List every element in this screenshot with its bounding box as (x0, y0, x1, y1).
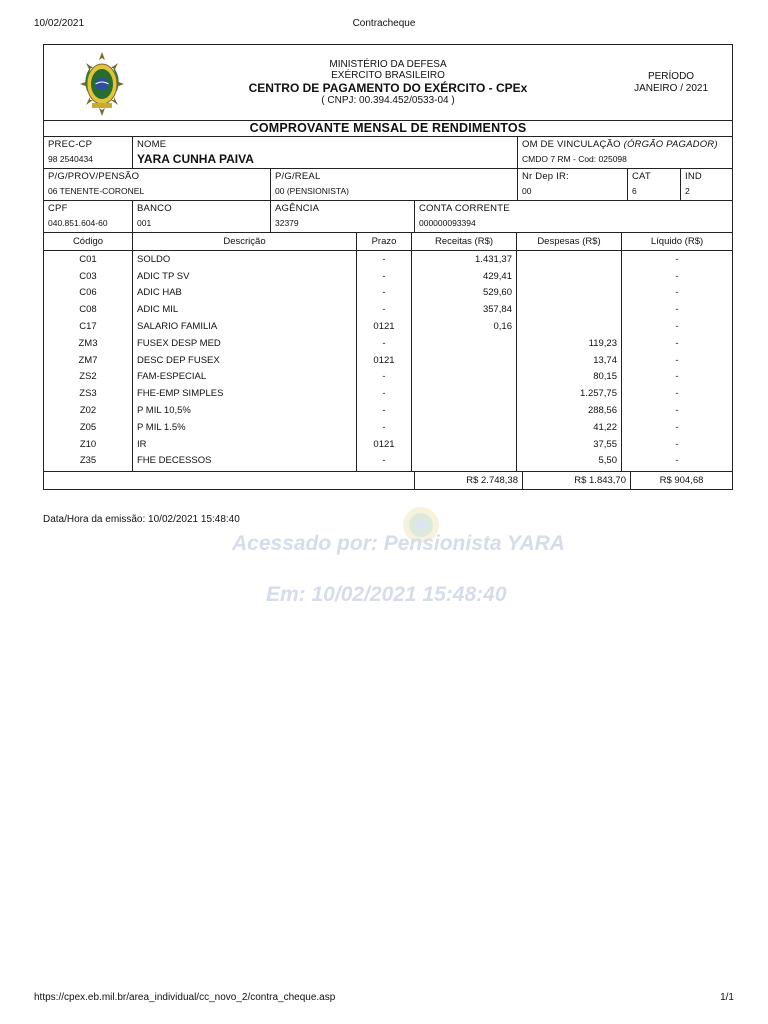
cell-descricao: FAM-ESPECIAL (133, 369, 357, 386)
cell-despesas: 288,56 (517, 402, 622, 419)
cell-receitas (412, 436, 517, 453)
cell-descricao: DESC DEP FUSEX (133, 352, 357, 369)
watermark-datetime: Em: 10/02/2021 15:48:40 (266, 583, 507, 606)
cell-liquido: - (675, 253, 679, 265)
cell-codigo: ZS3 (44, 385, 133, 402)
cell-descricao: ADIC HAB (133, 285, 357, 302)
cell-descricao: FUSEX DESP MED (133, 335, 357, 352)
cell-descricao: FHE DECESSOS (133, 453, 357, 472)
print-title: Contracheque (352, 18, 416, 29)
cell-prazo: - (357, 402, 412, 419)
nr-dep-value: 00 (522, 186, 532, 196)
cell-liquido: - (675, 354, 679, 366)
header-institution (44, 59, 732, 106)
nr-dep-label: Nr Dep IR: (522, 171, 569, 182)
period-block (634, 71, 708, 95)
account-label: CONTA CORRENTE (419, 203, 510, 214)
totals-spacer (44, 472, 415, 489)
table-row (44, 318, 732, 335)
agency-cell (271, 201, 415, 232)
pg-prov-value: 06 TENENTE-CORONEL (48, 186, 145, 196)
pg-real-value: 00 (PENSIONISTA) (275, 186, 349, 196)
document-header (44, 45, 732, 121)
ind-cell (681, 169, 732, 200)
items-table (44, 233, 732, 471)
cell-receitas: 529,60 (412, 285, 517, 302)
cell-prazo: - (357, 335, 412, 352)
agency-value: 32379 (275, 218, 299, 228)
cat-cell (628, 169, 681, 200)
cell-receitas (412, 352, 517, 369)
cell-receitas (412, 385, 517, 402)
cell-descricao: FHE-EMP SIMPLES (133, 385, 357, 402)
cpf-label: CPF (48, 203, 68, 214)
cell-codigo: C03 (44, 268, 133, 285)
account-cell (415, 201, 732, 232)
name-cell (133, 137, 518, 168)
cat-label: CAT (632, 171, 651, 182)
cell-despesas (517, 301, 622, 318)
prec-cp-value: 98 2540434 (48, 154, 93, 164)
cell-prazo: - (357, 268, 412, 285)
om-cell (518, 137, 732, 168)
cell-receitas: 0,16 (412, 318, 517, 335)
bank-label: BANCO (137, 203, 172, 214)
table-row (44, 251, 732, 268)
cell-liquido: - (675, 421, 679, 433)
period-label: PERÍODO (647, 71, 695, 82)
cell-liquido: - (675, 337, 679, 349)
items-header-row (44, 233, 732, 251)
col-liquido: Líquido (R$) (622, 233, 733, 251)
cell-liquido: - (675, 371, 679, 383)
cell-prazo: 0121 (357, 436, 412, 453)
pg-real-cell (271, 169, 518, 200)
total-despesas: R$ 1.843,70 (523, 472, 631, 489)
browser-print-header (34, 18, 734, 32)
cell-prazo: - (357, 251, 412, 268)
cell-despesas: 5,50 (517, 453, 622, 472)
bank-value: 001 (137, 218, 152, 228)
cell-despesas (517, 285, 622, 302)
cell-despesas: 119,23 (517, 335, 622, 352)
om-value: CMDO 7 RM - Cod: 025098 (522, 154, 627, 164)
table-row (44, 301, 732, 318)
total-liquido: R$ 904,68 (659, 475, 704, 487)
cell-descricao: P MIL 10,5% (133, 402, 357, 419)
pg-real-label: P/G/REAL (275, 171, 321, 182)
cell-despesas: 37,55 (517, 436, 622, 453)
cell-liquido: - (675, 304, 679, 316)
prec-cp-label: PREC-CP (48, 139, 93, 150)
cell-codigo: Z35 (44, 453, 133, 472)
cell-despesas: 41,22 (517, 419, 622, 436)
cell-receitas: 357,84 (412, 301, 517, 318)
table-row (44, 436, 732, 453)
cell-despesas (517, 268, 622, 285)
cell-despesas: 80,15 (517, 369, 622, 386)
cell-receitas (412, 402, 517, 419)
col-despesas: Despesas (R$) (517, 233, 622, 251)
cell-despesas: 13,74 (517, 352, 622, 369)
period-value: JANEIRO / 2021 (634, 83, 708, 94)
col-receitas: Receitas (R$) (412, 233, 517, 251)
om-label-line (522, 138, 728, 152)
cell-codigo: Z05 (44, 419, 133, 436)
cell-prazo: - (357, 285, 412, 302)
cell-receitas (412, 419, 517, 436)
table-row (44, 402, 732, 419)
om-label: OM DE VINCULAÇÃO (522, 139, 621, 150)
emission-datetime: Data/Hora da emissão: 10/02/2021 15:48:40 (43, 514, 240, 525)
table-row (44, 369, 732, 386)
table-row (44, 419, 732, 436)
cell-despesas (517, 251, 622, 268)
cell-descricao: IR (133, 436, 357, 453)
cell-receitas: 429,41 (412, 268, 517, 285)
cell-prazo: 0121 (357, 318, 412, 335)
account-value: 000000093394 (419, 218, 476, 228)
cell-despesas: 1.257,75 (517, 385, 622, 402)
prec-cp-cell (44, 137, 133, 168)
cpf-value: 040.851.604-60 (48, 218, 108, 228)
cell-prazo: - (357, 369, 412, 386)
cell-liquido: - (675, 405, 679, 417)
cell-descricao: SALARIO FAMILIA (133, 318, 357, 335)
cell-liquido: - (675, 270, 679, 282)
pg-prov-cell (44, 169, 271, 200)
cell-descricao: SOLDO (133, 251, 357, 268)
cell-codigo: C01 (44, 251, 133, 268)
watermark-accessed-by: Acessado por: Pensionista YARA (232, 532, 565, 555)
cat-value: 6 (632, 186, 637, 196)
cell-codigo: Z10 (44, 436, 133, 453)
cnpj-line: ( CNPJ: 00.394.452/0533-04 ) (321, 95, 455, 106)
cell-codigo: C17 (44, 318, 133, 335)
totals-row (44, 471, 732, 489)
col-descricao: Descrição (133, 233, 357, 251)
cell-liquido: - (675, 287, 679, 299)
cell-prazo: - (357, 419, 412, 436)
table-row (44, 352, 732, 369)
ind-label: IND (685, 171, 702, 182)
name-label: NOME (137, 139, 167, 150)
cell-receitas (412, 453, 517, 472)
cell-prazo: 0121 (357, 352, 412, 369)
table-row (44, 285, 732, 302)
col-prazo: Prazo (357, 233, 412, 251)
cell-receitas: 1.431,37 (412, 251, 517, 268)
cell-codigo: ZS2 (44, 369, 133, 386)
table-row (44, 335, 732, 352)
cell-liquido: - (675, 388, 679, 400)
table-row (44, 385, 732, 402)
info-row-1 (44, 137, 732, 169)
cell-prazo: - (357, 453, 412, 472)
print-url: https://cpex.eb.mil.br/area_individual/cc_novo_2/contra_cheque.asp (34, 992, 336, 1003)
om-label-italic: (ÓRGÃO PAGADOR) (623, 139, 718, 150)
cell-descricao: ADIC MIL (133, 301, 357, 318)
nr-dep-cell (518, 169, 628, 200)
army-line: EXÉRCITO BRASILEIRO (331, 70, 445, 81)
cell-liquido: - (675, 455, 679, 467)
print-date: 10/02/2021 (34, 18, 85, 29)
pg-prov-label: P/G/PROV/PENSÃO (48, 171, 140, 182)
bank-cell (133, 201, 271, 232)
cell-descricao: P MIL 1.5% (133, 419, 357, 436)
total-receitas: R$ 2.748,38 (415, 472, 523, 489)
cell-despesas (517, 318, 622, 335)
cell-receitas (412, 369, 517, 386)
cpf-cell (44, 201, 133, 232)
browser-print-footer (34, 992, 734, 1006)
cell-codigo: C06 (44, 285, 133, 302)
cell-liquido: - (675, 438, 679, 450)
table-row (44, 268, 732, 285)
ind-value: 2 (685, 186, 690, 196)
cell-codigo: ZM3 (44, 335, 133, 352)
cell-liquido: - (675, 321, 679, 333)
cell-codigo: Z02 (44, 402, 133, 419)
cell-receitas (412, 335, 517, 352)
name-value: YARA CUNHA PAIVA (137, 152, 254, 166)
ministry-line: MINISTÉRIO DA DEFESA (329, 59, 447, 70)
cell-prazo: - (357, 385, 412, 402)
document-title: COMPROVANTE MENSAL DE RENDIMENTOS (44, 121, 732, 137)
info-row-2 (44, 169, 732, 201)
cell-codigo: ZM7 (44, 352, 133, 369)
center-name: CENTRO DE PAGAMENTO DO EXÉRCITO - CPEx (248, 81, 528, 95)
cell-descricao: ADIC TP SV (133, 268, 357, 285)
col-codigo: Código (44, 233, 133, 251)
table-row (44, 453, 732, 472)
cell-prazo: - (357, 301, 412, 318)
cell-codigo: C08 (44, 301, 133, 318)
info-row-3 (44, 201, 732, 233)
print-page-number: 1/1 (720, 992, 734, 1003)
agency-label: AGÊNCIA (275, 203, 320, 214)
